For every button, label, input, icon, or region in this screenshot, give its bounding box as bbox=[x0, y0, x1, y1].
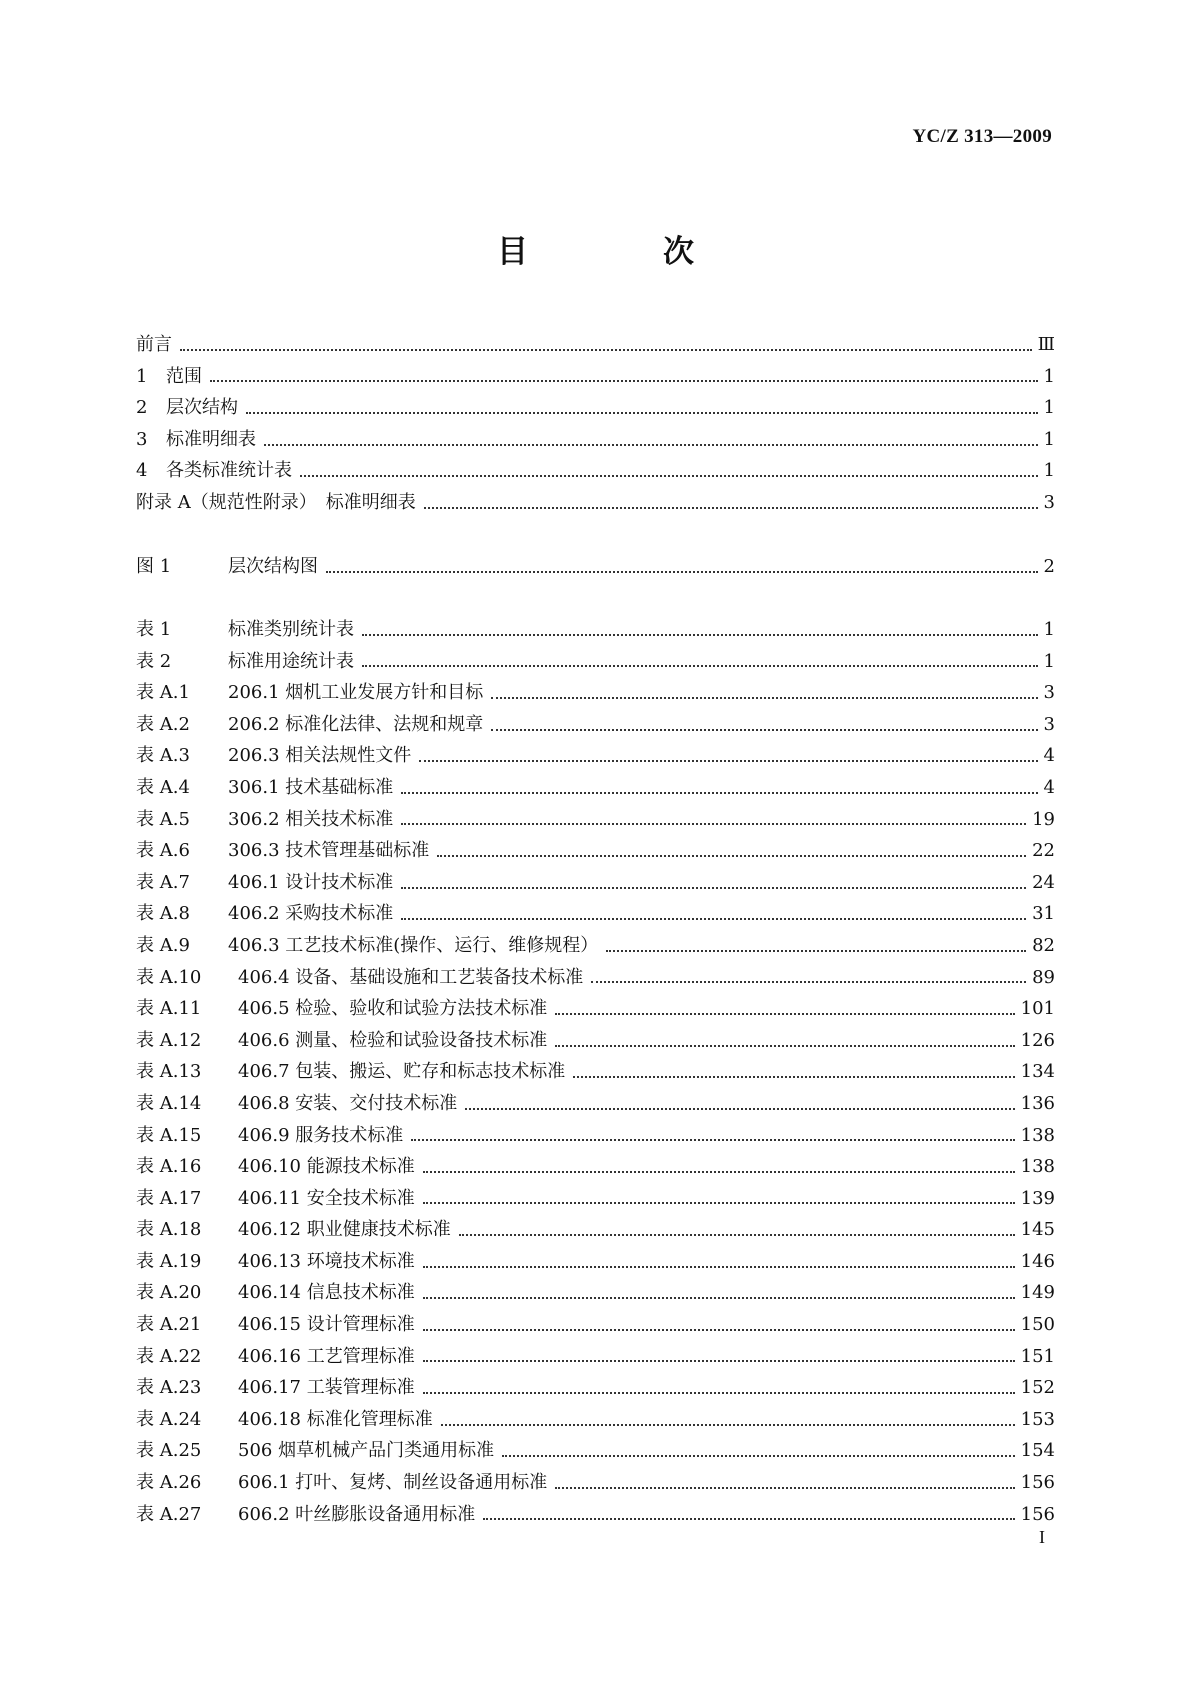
toc-entry-page: 156 bbox=[1020, 1472, 1055, 1494]
toc-entry-number: 表 A.25 bbox=[136, 1440, 202, 1462]
dot-leader bbox=[326, 571, 1038, 573]
dot-leader bbox=[483, 1518, 1014, 1520]
dot-leader bbox=[362, 634, 1038, 636]
toc-entry-page: 154 bbox=[1020, 1440, 1055, 1462]
toc-entry-label: 406.11 安全技术标准 bbox=[238, 1187, 415, 1209]
toc-entry[interactable] bbox=[136, 488, 1055, 520]
toc-entry[interactable] bbox=[136, 1247, 1055, 1279]
toc-entry[interactable] bbox=[136, 1152, 1055, 1184]
toc-entry-number: 图 1 bbox=[136, 556, 172, 577]
toc-entry-label: 406.10 能源技术标准 bbox=[238, 1156, 415, 1178]
toc-entry-page: 82 bbox=[1032, 934, 1055, 956]
toc-entry-page: 4 bbox=[1043, 745, 1055, 767]
toc-entry-label: 406.12 职业健康技术标准 bbox=[238, 1219, 451, 1241]
toc-entry-page: 134 bbox=[1020, 1061, 1055, 1083]
toc-entry-number: 表 A.11 bbox=[136, 998, 202, 1020]
toc-entry-label: 附录 A（规范性附录） 标准明细表 bbox=[136, 491, 416, 513]
dot-leader bbox=[264, 444, 1038, 446]
toc-entry-label: 606.1 打叶、复烤、制丝设备通用标准 bbox=[238, 1472, 548, 1494]
toc-entry-number: 表 A.8 bbox=[136, 903, 190, 925]
toc-entry-page: 3 bbox=[1043, 682, 1055, 704]
toc-entry[interactable] bbox=[136, 1500, 1055, 1532]
toc-entry-page: 149 bbox=[1020, 1282, 1055, 1304]
dot-leader bbox=[437, 855, 1026, 857]
dot-leader bbox=[555, 1045, 1014, 1047]
toc-entry[interactable] bbox=[136, 1310, 1055, 1342]
toc-entry-number: 表 A.7 bbox=[136, 871, 190, 893]
toc-entry-label: 范围 bbox=[166, 365, 202, 387]
dot-leader bbox=[411, 1139, 1014, 1141]
toc-entry-page: 1 bbox=[1043, 619, 1055, 640]
toc-entry-number: 表 A.16 bbox=[136, 1156, 202, 1178]
toc-entry[interactable] bbox=[136, 1057, 1055, 1089]
toc-entry[interactable] bbox=[136, 1089, 1055, 1121]
toc-main-section bbox=[136, 330, 1055, 520]
toc-entry-label: 406.5 检验、验收和试验方法技术标准 bbox=[238, 998, 548, 1020]
dot-leader bbox=[362, 665, 1038, 667]
toc-entry[interactable] bbox=[136, 1278, 1055, 1310]
toc-entry-number: 表 A.10 bbox=[136, 966, 202, 988]
toc-entry[interactable] bbox=[136, 456, 1055, 488]
toc-entry-page: 146 bbox=[1020, 1250, 1055, 1272]
toc-entry-page: 22 bbox=[1032, 840, 1055, 862]
dot-leader bbox=[423, 1360, 1015, 1362]
dot-leader bbox=[423, 1202, 1015, 1204]
toc-entry-number: 表 A.19 bbox=[136, 1250, 202, 1272]
toc-entry-number: 表 A.3 bbox=[136, 745, 190, 767]
dot-leader bbox=[401, 887, 1026, 889]
toc-entry[interactable] bbox=[136, 836, 1055, 868]
toc-entry-number: 4 bbox=[136, 460, 148, 482]
toc-entry-number: 表 A.12 bbox=[136, 1029, 202, 1051]
toc-entry-page: 138 bbox=[1020, 1156, 1055, 1178]
toc-entry-page: 1 bbox=[1043, 460, 1055, 482]
dot-leader bbox=[573, 1076, 1014, 1078]
toc-entry-page: 2 bbox=[1043, 556, 1055, 577]
toc-entry-page: Ⅲ bbox=[1037, 334, 1055, 355]
dot-leader bbox=[465, 1108, 1014, 1110]
toc-entry-label: 506 烟草机械产品门类通用标准 bbox=[238, 1440, 495, 1462]
toc-entry-page: 139 bbox=[1020, 1187, 1055, 1209]
toc-entry-number: 3 bbox=[136, 428, 148, 450]
toc-entry[interactable] bbox=[136, 1405, 1055, 1437]
toc-entry-number: 表 A.27 bbox=[136, 1503, 202, 1525]
toc-entry-page: 1 bbox=[1043, 397, 1055, 419]
toc-entry-label: 206.1 烟机工业发展方针和目标 bbox=[228, 682, 484, 704]
page-number: I bbox=[1039, 1527, 1045, 1547]
toc-entry[interactable] bbox=[136, 994, 1055, 1026]
toc-entry[interactable] bbox=[136, 741, 1055, 773]
toc-entry-number: 表 A.20 bbox=[136, 1282, 202, 1304]
toc-entry-number: 表 A.22 bbox=[136, 1345, 202, 1367]
toc-entry-number: 表 A.4 bbox=[136, 776, 190, 798]
toc-entry-label: 406.4 设备、基础设施和工艺装备技术标准 bbox=[238, 966, 584, 988]
dot-leader bbox=[210, 380, 1038, 382]
toc-entry-number: 表 1 bbox=[136, 619, 172, 640]
toc-entry-number: 1 bbox=[136, 365, 148, 387]
dot-leader bbox=[441, 1424, 1015, 1426]
toc-entry-label: 406.7 包装、搬运、贮存和标志技术标准 bbox=[238, 1061, 566, 1083]
toc-entry-label: 前言 bbox=[136, 334, 172, 355]
toc-entry-page: 31 bbox=[1032, 903, 1055, 925]
toc-entry-label: 406.15 设计管理标准 bbox=[238, 1314, 415, 1336]
toc-entry-page: 89 bbox=[1032, 966, 1055, 988]
toc-entry[interactable] bbox=[136, 1468, 1055, 1500]
dot-leader bbox=[423, 1392, 1015, 1394]
toc-entry[interactable] bbox=[136, 931, 1055, 963]
toc-entry[interactable] bbox=[136, 552, 1055, 584]
dot-leader bbox=[401, 823, 1026, 825]
dot-leader bbox=[606, 950, 1026, 952]
toc-entry-label: 406.8 安装、交付技术标准 bbox=[238, 1092, 458, 1114]
toc-entry-number: 表 A.23 bbox=[136, 1377, 202, 1399]
dot-leader bbox=[555, 1013, 1014, 1015]
toc-entry-label: 406.17 工装管理标准 bbox=[238, 1377, 415, 1399]
toc-tables-section bbox=[136, 615, 1055, 1531]
dot-leader bbox=[423, 1171, 1015, 1173]
toc-figures-section bbox=[136, 552, 1055, 584]
toc-entry-label: 406.2 采购技术标准 bbox=[228, 903, 394, 925]
toc-entry-label: 606.2 叶丝膨胀设备通用标准 bbox=[238, 1503, 476, 1525]
page-title: 目 次 bbox=[497, 234, 746, 270]
toc-entry[interactable] bbox=[136, 868, 1055, 900]
dot-leader bbox=[424, 507, 1038, 509]
dot-leader bbox=[419, 760, 1037, 762]
toc-entry-label: 标准明细表 bbox=[166, 428, 256, 450]
toc-entry-label: 406.16 工艺管理标准 bbox=[238, 1345, 415, 1367]
toc-entry-label: 206.2 标准化法律、法规和规章 bbox=[228, 713, 484, 735]
toc-entry-label: 层次结构图 bbox=[228, 556, 318, 577]
toc-entry-page: 24 bbox=[1032, 871, 1055, 893]
dot-leader bbox=[180, 349, 1032, 351]
toc-entry-page: 3 bbox=[1043, 713, 1055, 735]
toc-entry-number: 表 2 bbox=[136, 650, 172, 672]
toc-entry-number: 表 A.17 bbox=[136, 1187, 202, 1209]
toc-entry-page: 1 bbox=[1043, 365, 1055, 387]
toc-entry-label: 406.6 测量、检验和试验设备技术标准 bbox=[238, 1029, 548, 1051]
toc-entry[interactable] bbox=[136, 710, 1055, 742]
toc-entry[interactable] bbox=[136, 899, 1055, 931]
toc-entry[interactable] bbox=[136, 615, 1055, 647]
toc-entry-page: 4 bbox=[1043, 776, 1055, 798]
toc-entry-number: 表 A.21 bbox=[136, 1314, 202, 1336]
toc-entry-label: 306.3 技术管理基础标准 bbox=[228, 840, 430, 862]
toc-entry-page: 138 bbox=[1020, 1124, 1055, 1146]
toc-entry-label: 各类标准统计表 bbox=[166, 460, 292, 482]
dot-leader bbox=[423, 1297, 1015, 1299]
toc-entry-number: 表 A.24 bbox=[136, 1408, 202, 1430]
dot-leader bbox=[491, 697, 1037, 699]
dot-leader bbox=[423, 1266, 1015, 1268]
document-code: YC/Z 313—2009 bbox=[912, 126, 1052, 147]
toc-entry[interactable] bbox=[136, 773, 1055, 805]
toc-entry-number: 表 A.18 bbox=[136, 1219, 202, 1241]
toc-entry[interactable] bbox=[136, 425, 1055, 457]
toc-entry-page: 19 bbox=[1032, 808, 1055, 830]
toc-entry-label: 406.9 服务技术标准 bbox=[238, 1124, 404, 1146]
dot-leader bbox=[459, 1234, 1015, 1236]
toc-entry-label: 206.3 相关法规性文件 bbox=[228, 745, 412, 767]
toc-entry[interactable] bbox=[136, 678, 1055, 710]
toc-entry-number: 表 A.2 bbox=[136, 713, 190, 735]
toc-entry[interactable] bbox=[136, 963, 1055, 995]
toc-entry-label: 层次结构 bbox=[166, 397, 238, 419]
dot-leader bbox=[555, 1487, 1014, 1489]
toc-entry-label: 406.14 信息技术标准 bbox=[238, 1282, 415, 1304]
toc-entry-number: 表 A.9 bbox=[136, 934, 190, 956]
toc-entry-page: 101 bbox=[1020, 998, 1055, 1020]
dot-leader bbox=[246, 412, 1038, 414]
dot-leader bbox=[502, 1455, 1015, 1457]
toc-entry-label: 406.3 工艺技术标准(操作、运行、维修规程） bbox=[228, 934, 599, 956]
toc-entry[interactable] bbox=[136, 647, 1055, 679]
toc-entry-number: 表 A.1 bbox=[136, 682, 190, 704]
toc-entry[interactable] bbox=[136, 1026, 1055, 1058]
dot-leader bbox=[300, 475, 1038, 477]
toc-entry-number: 表 A.14 bbox=[136, 1092, 202, 1114]
dot-leader bbox=[401, 918, 1026, 920]
toc-entry[interactable] bbox=[136, 330, 1055, 362]
toc-entry[interactable] bbox=[136, 1342, 1055, 1374]
toc-entry-page: 151 bbox=[1020, 1345, 1055, 1367]
dot-leader bbox=[591, 981, 1026, 983]
toc-entry-number: 2 bbox=[136, 397, 148, 419]
toc-entry-number: 表 A.13 bbox=[136, 1061, 202, 1083]
toc-entry-page: 156 bbox=[1020, 1503, 1055, 1525]
toc-entry-page: 136 bbox=[1020, 1092, 1055, 1114]
toc-entry[interactable] bbox=[136, 1436, 1055, 1468]
toc-entry[interactable] bbox=[136, 1215, 1055, 1247]
toc-entry-page: 153 bbox=[1020, 1408, 1055, 1430]
toc-entry-number: 表 A.5 bbox=[136, 808, 190, 830]
toc-entry-label: 406.18 标准化管理标准 bbox=[238, 1408, 433, 1430]
toc-entry-label: 406.13 环境技术标准 bbox=[238, 1250, 415, 1272]
toc-entry-number: 表 A.15 bbox=[136, 1124, 202, 1146]
toc-entry[interactable] bbox=[136, 1184, 1055, 1216]
dot-leader bbox=[401, 792, 1037, 794]
toc-entry-page: 145 bbox=[1020, 1219, 1055, 1241]
dot-leader bbox=[423, 1329, 1015, 1331]
toc-entry[interactable] bbox=[136, 362, 1055, 394]
toc-entry-number: 表 A.26 bbox=[136, 1472, 202, 1494]
toc-entry[interactable] bbox=[136, 805, 1055, 837]
toc-entry-page: 1 bbox=[1043, 650, 1055, 672]
toc-entry-label: 标准类别统计表 bbox=[228, 619, 354, 640]
dot-leader bbox=[491, 729, 1037, 731]
toc-entry-page: 1 bbox=[1043, 428, 1055, 450]
toc-entry-label: 306.2 相关技术标准 bbox=[228, 808, 394, 830]
toc-entry[interactable] bbox=[136, 1121, 1055, 1153]
toc-entry-label: 406.1 设计技术标准 bbox=[228, 871, 394, 893]
toc-entry[interactable] bbox=[136, 1373, 1055, 1405]
toc-entry[interactable] bbox=[136, 393, 1055, 425]
toc-entry-number: 表 A.6 bbox=[136, 840, 190, 862]
toc-entry-page: 3 bbox=[1043, 491, 1055, 513]
toc-entry-page: 152 bbox=[1020, 1377, 1055, 1399]
toc-entry-page: 126 bbox=[1020, 1029, 1055, 1051]
toc-entry-label: 标准用途统计表 bbox=[228, 650, 354, 672]
toc-entry-label: 306.1 技术基础标准 bbox=[228, 776, 394, 798]
toc-entry-page: 150 bbox=[1020, 1314, 1055, 1336]
